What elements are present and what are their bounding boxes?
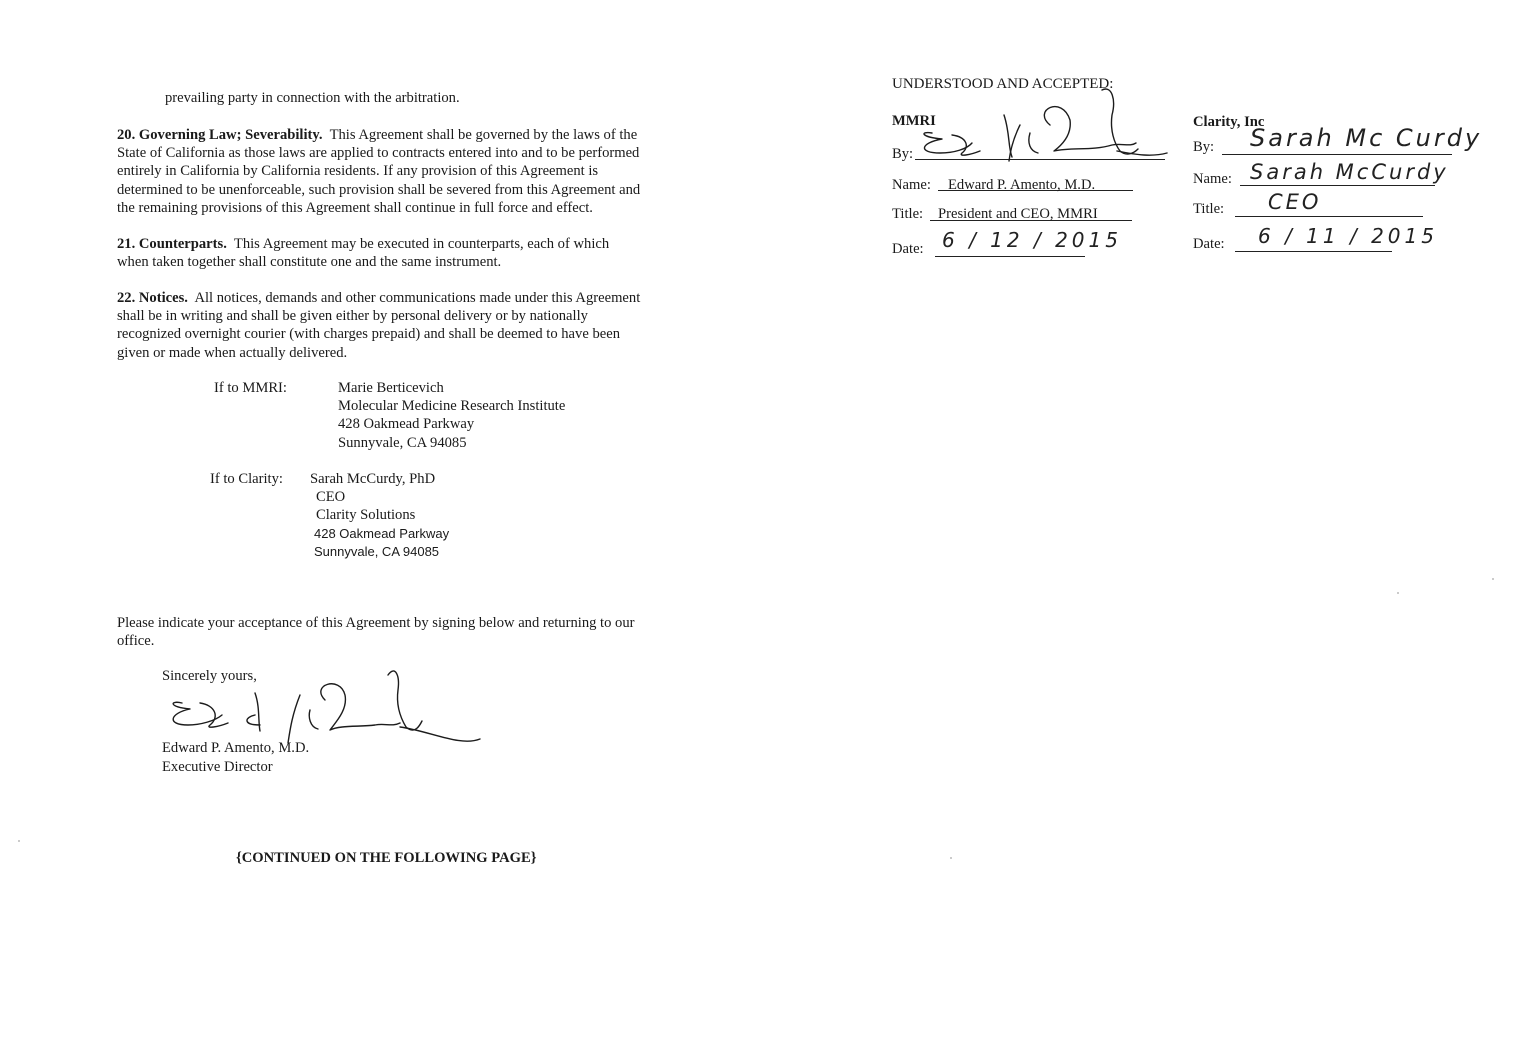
continued-notice: {CONTINUED ON THE FOLLOWING PAGE} [236, 850, 537, 866]
acceptance-line: office. [117, 633, 155, 650]
continuation-text: prevailing party in connection with the arbitration. [165, 90, 460, 106]
signature-amento-left [160, 655, 490, 750]
notice-clarity-label: If to Clarity: [210, 471, 283, 487]
section-22-line: recognized overnight courier (with charges prepaid) and shall be deemed to have been [117, 326, 621, 343]
section-22 [117, 289, 697, 362]
clarity-org: Clarity, Inc [1193, 114, 1265, 130]
mmri-date-label: Date: [892, 241, 924, 257]
mmri-date-value: 6 / 12 / 2015 [942, 228, 1122, 252]
section-20-line: determined to be unenforceable, such provision shall be severed from this Agreement and [117, 181, 641, 198]
clarity-title-line [1235, 198, 1423, 217]
clarity-name-value: Sarah McCurdy [1250, 160, 1449, 184]
section-21-line: This Agreement may be executed in counterparts, each of which [233, 236, 610, 252]
clarity-date-value: 6 / 11 / 2015 [1258, 224, 1438, 248]
mmri-name-value: Edward P. Amento, M.D. [948, 177, 1096, 193]
signature-amento-right [912, 85, 1172, 165]
section-21 [117, 235, 697, 271]
acceptance-paragraph [117, 614, 697, 650]
notice-mmri-label: If to MMRI: [214, 380, 287, 396]
mmri-title-label: Title: [892, 206, 924, 222]
address-line: Molecular Medicine Research Institute [338, 398, 566, 415]
address-line: Sarah McCurdy, PhD [310, 471, 436, 487]
section-22-line: given or made when actually delivered. [117, 344, 348, 361]
scan-speck [18, 840, 20, 842]
mmri-name-label: Name: [892, 177, 931, 193]
section-21-heading: 21. Counterparts. [117, 236, 227, 252]
mmri-org: MMRI [892, 113, 936, 129]
notice-mmri-address [338, 379, 565, 452]
accepted-heading: UNDERSTOOD AND ACCEPTED: [892, 76, 1114, 92]
address-line: Marie Berticevich [338, 380, 444, 396]
address-line: 428 Oakmead Parkway [338, 416, 475, 433]
address-line: Clarity Solutions [316, 507, 416, 524]
notice-clarity-address [310, 470, 449, 561]
signer-name: Edward P. Amento, M.D. [162, 740, 310, 756]
address-line: CEO [316, 489, 346, 506]
closing: Sincerely yours, [162, 668, 257, 684]
scan-speck [1397, 592, 1399, 594]
section-22-heading: 22. Notices. [117, 290, 188, 306]
mmri-title-value: President and CEO, MMRI [938, 206, 1098, 222]
clarity-title-label: Title: [1193, 201, 1225, 217]
scan-speck [1492, 578, 1494, 580]
clarity-name-label: Name: [1193, 171, 1232, 187]
section-22-line: shall be in writing and shall be given either by personal delivery or by nationally [117, 308, 588, 325]
section-20-line: This Agreement shall be governed by the laws of the [329, 127, 638, 143]
address-line: 428 Oakmead Parkway [314, 525, 450, 541]
signer-title: Executive Director [162, 759, 273, 775]
section-21-line: when taken together shall constitute one and the same instrument. [117, 254, 502, 271]
section-20-line: entirely in California by California residents. If any provision of this Agreement is [117, 163, 599, 180]
address-line: Sunnyvale, CA 94085 [314, 543, 440, 559]
clarity-by-label: By: [1193, 139, 1215, 155]
clarity-by-signature: Sarah Mc Curdy [1250, 124, 1483, 152]
section-20-line: State of California as those laws are applied to contracts entered into and to be performed [117, 145, 640, 162]
section-22-line: All notices, demands and other communications made under this Agreement [194, 290, 641, 306]
address-line: Sunnyvale, CA 94085 [338, 434, 467, 451]
acceptance-line: Please indicate your acceptance of this Agreement by signing below and returning to our [117, 615, 635, 631]
section-20 [117, 126, 697, 217]
mmri-by-label: By: [892, 146, 914, 162]
section-20-heading: 20. Governing Law; Severability. [117, 127, 323, 143]
section-20-line: the remaining provisions of this Agreement shall continue in full force and effect. [117, 199, 593, 216]
clarity-date-label: Date: [1193, 236, 1225, 252]
clarity-title-value: CEO [1268, 190, 1322, 214]
scan-speck [950, 857, 952, 859]
